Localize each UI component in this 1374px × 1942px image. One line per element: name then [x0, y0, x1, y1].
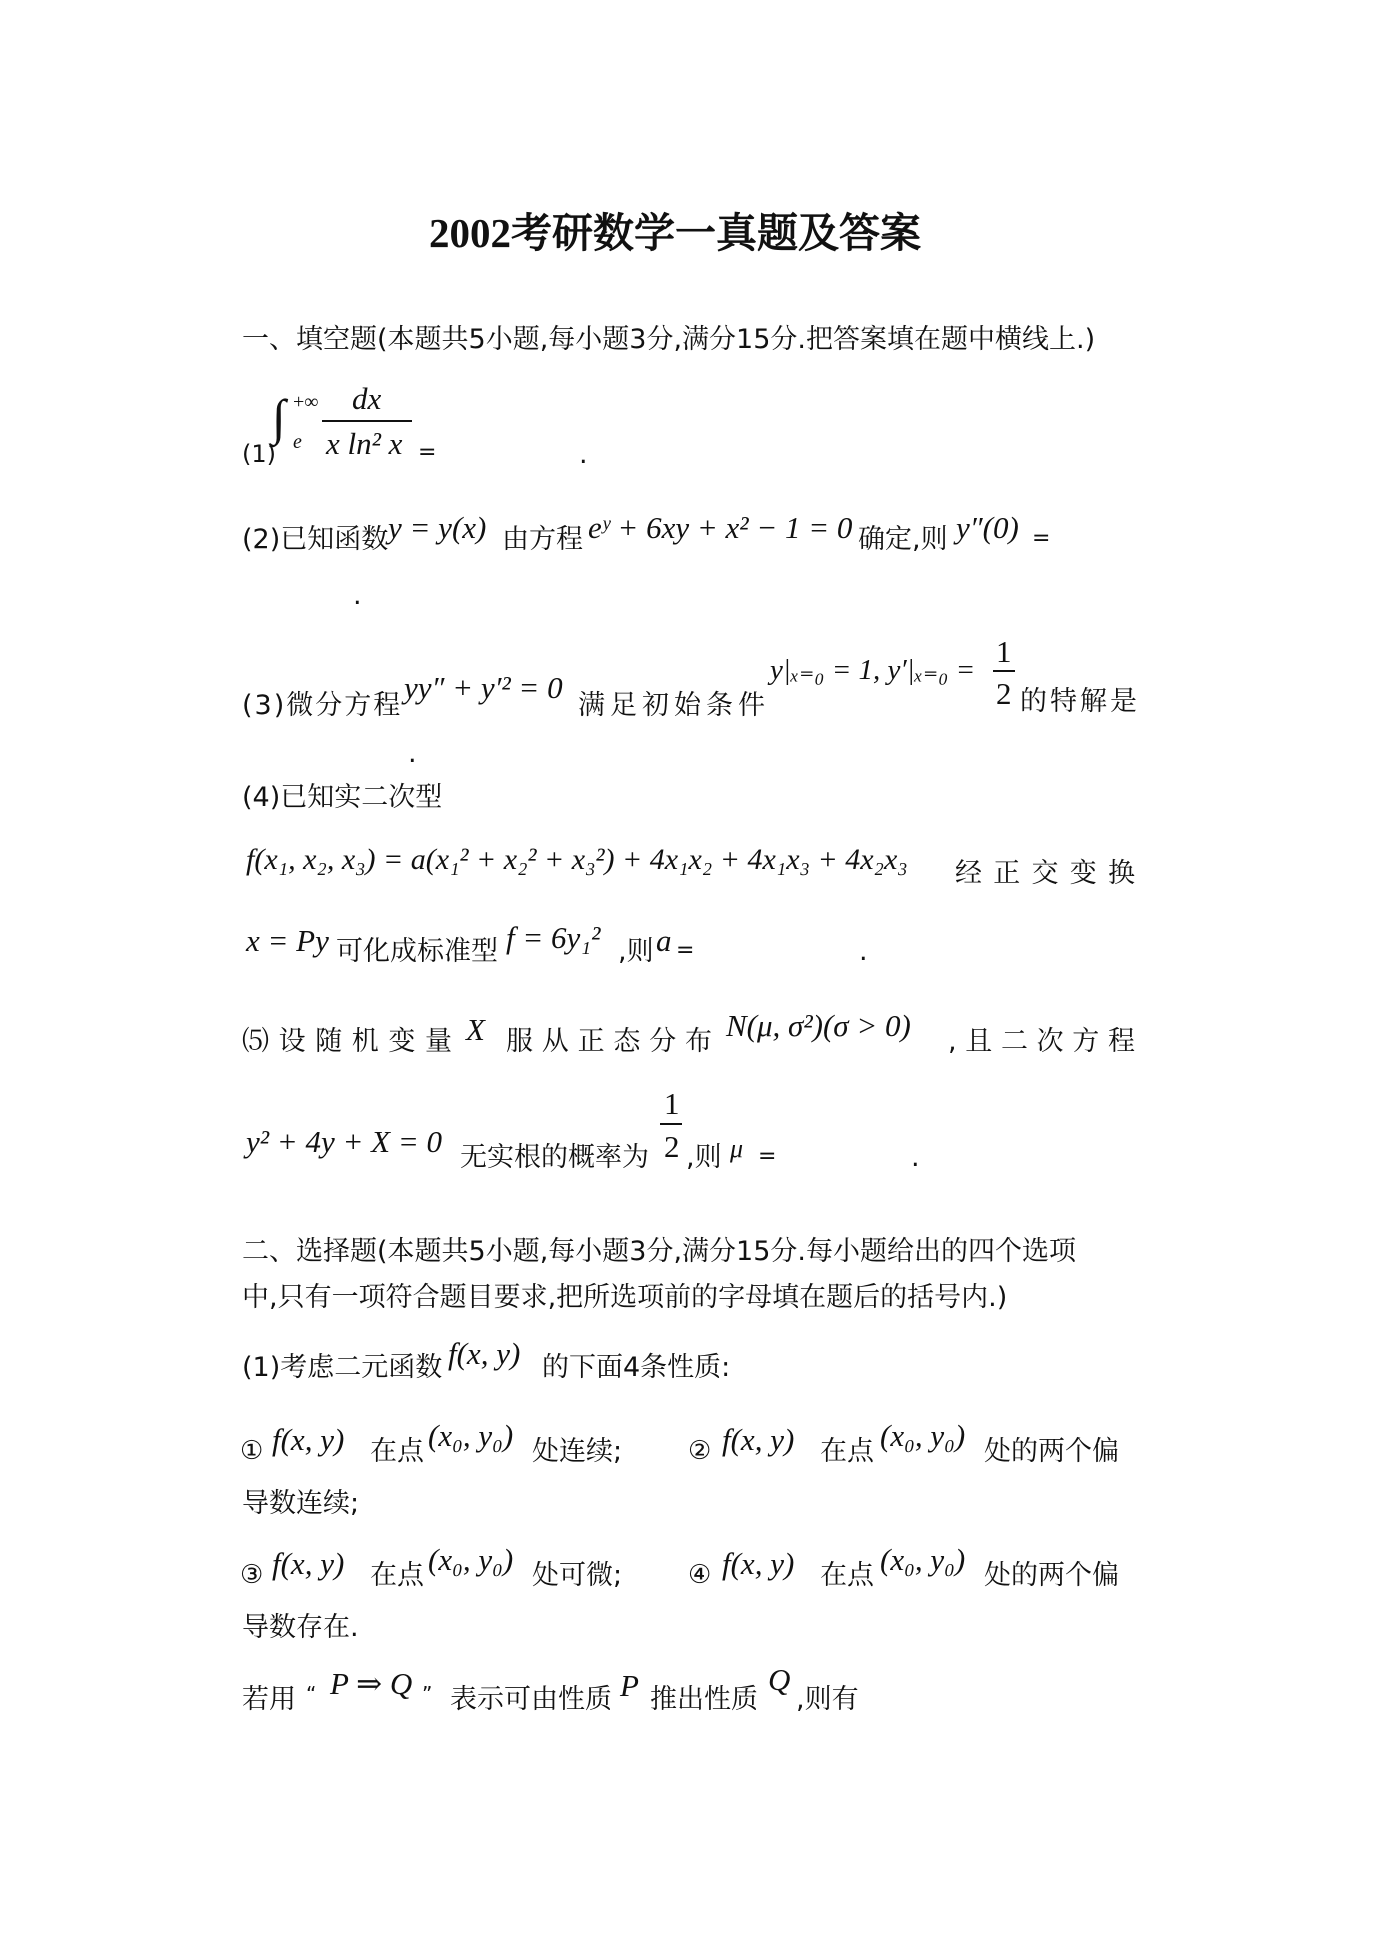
q5-mid-char: 服 [506, 1026, 533, 1057]
q4-formula-1: f(x₁, x₂, x₃) = a(x₁² + x₂² + x₃²) + 4x₁x₂ + 4x₁x₃ + 4x₂x₃ [246, 843, 908, 876]
s2q1-prefix: (1)考虑二元函数 [242, 1352, 443, 1383]
q5-mid-3: 无实根的概率为 [460, 1142, 649, 1173]
q5-mid-char: 布 [684, 1026, 712, 1057]
section-1-heading: 一、填空题(本题共5小题,每小题3分,满分15分.把答案填在题中横线上.) [242, 324, 1096, 355]
q3-formula-1: yy″ + y′² = 0 [404, 670, 563, 705]
q5-frac-bar [660, 1123, 682, 1125]
q4-formula-2: x = Py [246, 923, 329, 958]
q5-formula-2: N(μ, σ²)(σ > 0) [726, 1008, 911, 1043]
q5-mid-char: 正 [577, 1026, 605, 1057]
q5-prefix [242, 1028, 452, 1055]
q5-formula-1: X [466, 1012, 485, 1047]
q4-formula-4: a [656, 923, 672, 958]
circled-one-icon: ① [240, 1436, 264, 1466]
q4-mid-char: 正 [993, 858, 1021, 889]
p2-point: (x₀, y₀) [880, 1418, 966, 1453]
q5-prefix-char: 变 [388, 1026, 416, 1057]
p2-text: 处的两个偏 [984, 1436, 1119, 1467]
p2-at-point: 在点 [820, 1436, 874, 1467]
p1-text: 处连续; [532, 1436, 623, 1467]
q2-end: . [353, 580, 362, 611]
section-2-heading-line-2: 中,只有一项符合题目要求,把所选项前的字母填在题后的括号内.) [242, 1282, 1008, 1313]
impl-mid-2: 推出性质 [650, 1684, 758, 1715]
q5-mid-char: 分 [649, 1026, 677, 1057]
document-title: 2002考研数学一真题及答案 [429, 210, 921, 256]
impl-prefix: 若用 [242, 1684, 296, 1715]
q3-frac-num: 1 [996, 634, 1012, 669]
q5-prefix-char: 量 [424, 1026, 452, 1057]
impl-suffix: ,则有 [796, 1684, 859, 1715]
q5-mid2-char: 程 [1107, 1026, 1135, 1057]
circled-four-icon: ④ [688, 1560, 712, 1590]
q3-mid: 满足初始条件 [578, 690, 770, 721]
q3-frac-den: 2 [996, 676, 1012, 711]
q4-end: . [859, 936, 868, 967]
q4-prefix: (4)已知实二次型 [242, 782, 443, 813]
q5-mid [506, 1028, 712, 1055]
answer-blank-end: . [579, 439, 588, 470]
fraction-numerator: dx [352, 381, 382, 416]
q3-suffix: 的特解是 [1020, 686, 1140, 717]
impl-left-quote: “ [306, 1682, 317, 1706]
q4-mid-char: 换 [1108, 858, 1135, 889]
p1-fxy: f(x, y) [272, 1422, 345, 1457]
q5-mid2-char: 方 [1072, 1026, 1100, 1057]
q5-formula-3: y² + 4y + X = 0 [246, 1124, 443, 1159]
p2-text-continued: 导数连续; [242, 1488, 360, 1519]
q2-formula-3: y″(0) [956, 510, 1019, 545]
q5-frac-den: 2 [664, 1129, 680, 1164]
section-2-heading-line-1: 二、选择题(本题共5小题,每小题3分,满分15分.每小题给出的四个选项 [242, 1236, 1076, 1267]
q2-formula-1: y = y(x) [388, 510, 487, 545]
impl-right-quote: ” [422, 1682, 433, 1706]
q5-mid-char: 态 [613, 1026, 641, 1057]
integral-upper-limit: +∞ [293, 391, 319, 413]
s2q1-suffix: 的下面4条性质: [542, 1352, 731, 1383]
circled-three-icon: ③ [240, 1560, 264, 1590]
impl-q: Q [768, 1662, 791, 1697]
q4-mid-char: 交 [1031, 858, 1059, 889]
impl-formula: P ⇒ Q [330, 1666, 413, 1701]
q5-mid2-char: 次 [1036, 1026, 1064, 1057]
p4-fxy: f(x, y) [722, 1546, 795, 1581]
q5-mid2-char: , [948, 1026, 957, 1057]
q3-frac-bar [993, 670, 1015, 672]
impl-p: P [620, 1668, 639, 1703]
q4-mid [955, 860, 1135, 887]
fraction-bar [322, 420, 412, 422]
q4-formula-3: f = 6y₁² [506, 920, 601, 955]
q4-mid-char: 经 [955, 858, 982, 889]
q2-formula-2: eʸ + 6xy + x² − 1 = 0 [588, 510, 853, 545]
p3-fxy: f(x, y) [272, 1546, 345, 1581]
p3-text: 处可微; [532, 1560, 623, 1591]
q3-end: . [408, 738, 417, 769]
q5-prefix-char: 机 [351, 1026, 379, 1057]
q3-prefix: (3)微分方程 [242, 690, 403, 721]
impl-mid: 表示可由性质 [450, 1684, 612, 1715]
q2-equals: = [1032, 526, 1051, 551]
q2-prefix: (2)已知函数 [242, 524, 389, 555]
p2-fxy: f(x, y) [722, 1422, 795, 1457]
q3-formula-2: y|ₓ₌₀ = 1, y′|ₓ₌₀ = [770, 654, 976, 686]
fraction-denominator: x ln² x [326, 426, 403, 461]
q5-mid2-char: 二 [1000, 1026, 1028, 1057]
integral-sign: ∫ [272, 389, 286, 445]
q2-mid-2: 确定,则 [858, 524, 948, 555]
q5-mid-char: 从 [541, 1026, 569, 1057]
q5-mid-4: ,则 [686, 1142, 722, 1173]
p1-at-point: 在点 [370, 1436, 424, 1467]
q4-mid-2: 可化成标准型 [336, 936, 498, 967]
q5-prefix-char: 随 [315, 1026, 343, 1057]
p4-at-point: 在点 [820, 1560, 874, 1591]
q5-formula-4: μ [730, 1134, 744, 1163]
p4-text-continued: 导数存在. [242, 1612, 359, 1643]
p4-text: 处的两个偏 [984, 1560, 1119, 1591]
p4-point: (x₀, y₀) [880, 1542, 966, 1577]
q5-end: . [911, 1142, 920, 1173]
equals-sign: = [418, 440, 437, 465]
s2q1-formula: f(x, y) [448, 1336, 521, 1371]
q4-mid-char: 变 [1069, 858, 1097, 889]
integral-lower-limit: e [293, 431, 302, 453]
q5-prefix-char: 设 [278, 1026, 306, 1057]
p1-point: (x₀, y₀) [428, 1418, 514, 1453]
q5-mid2-char: 且 [965, 1026, 993, 1057]
q4-mid-3: ,则 [618, 936, 654, 967]
circled-two-icon: ② [688, 1436, 712, 1466]
q5-frac-num: 1 [664, 1086, 680, 1121]
q5-prefix-char: ⑸ [242, 1026, 269, 1057]
q2-mid: 由方程 [502, 524, 583, 555]
q4-equals: = [676, 938, 695, 963]
q5-equals: = [758, 1144, 777, 1169]
q5-mid-2 [948, 1028, 1135, 1055]
p3-point: (x₀, y₀) [428, 1542, 514, 1577]
question-number: (1) [242, 440, 276, 468]
p3-at-point: 在点 [370, 1560, 424, 1591]
